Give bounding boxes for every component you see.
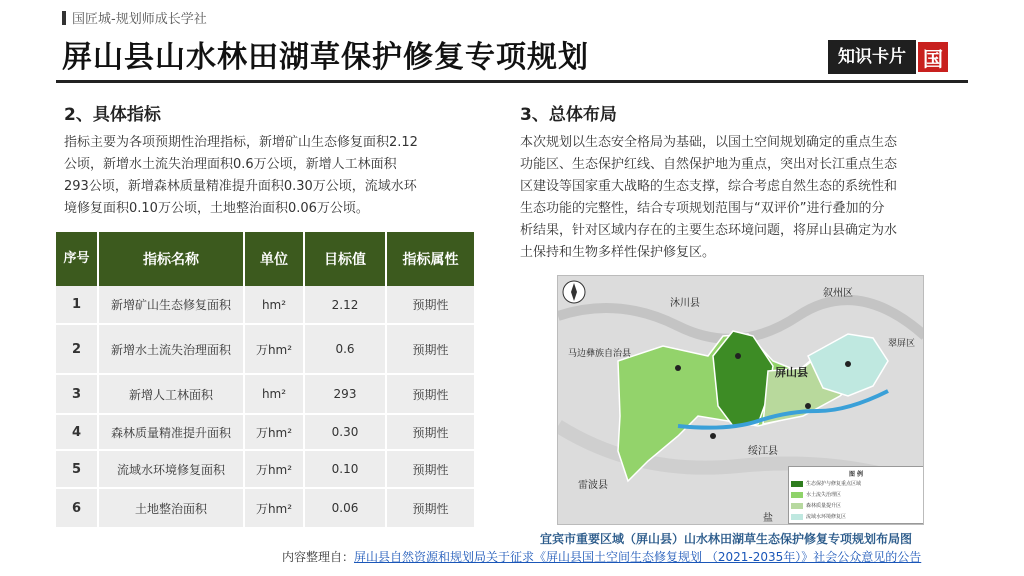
layout-line: 析结果，针对区域内存在的主要生态环境问题，将屏山县确定为水 <box>520 223 898 238</box>
table-cell: 3 <box>56 374 98 414</box>
map-label-cuiping: 翠屏区 <box>888 339 916 349</box>
table-cell: 新增人工林面积 <box>98 374 244 414</box>
legend-item <box>791 478 921 489</box>
table-row <box>56 374 474 414</box>
map-label-leibo: 雷波县 <box>578 480 608 491</box>
layout-line: 功能区、生态保护红线、自然保护地为重点，突出对长江重点生态 <box>520 157 898 172</box>
legend-swatch <box>791 492 803 498</box>
table-cell: 土地整治面积 <box>98 488 244 528</box>
legend-item <box>791 511 921 522</box>
legend-swatch <box>791 481 803 487</box>
table-cell: 293 <box>304 374 386 414</box>
table-row <box>56 414 474 450</box>
table-cell: 预期性 <box>386 488 474 528</box>
table-cell: 0.10 <box>304 450 386 488</box>
indicators-line: 境修复面积0.10万公顷，土地整治面积0.06万公顷。 <box>64 201 369 216</box>
table-cell: 万hm² <box>244 324 304 374</box>
indicators-line: 指标主要为各项预期性治理指标，新增矿山生态修复面积2.12 <box>64 135 418 150</box>
badge-text: 知识卡片 <box>828 40 916 74</box>
table-cell: 森林质量精准提升面积 <box>98 414 244 450</box>
map-town-marker <box>845 361 851 367</box>
header-tag-bar <box>62 11 66 25</box>
table-header-name: 指标名称 <box>98 232 244 286</box>
map-label-xuzhou: 叙州区 <box>823 288 853 299</box>
table-row <box>56 488 474 528</box>
legend-item <box>791 500 921 511</box>
map-label-suijiang: 绥江县 <box>748 446 778 457</box>
table-cell: 新增水土流失治理面积 <box>98 324 244 374</box>
map-label-mabian: 马边彝族自治县 <box>568 349 632 359</box>
indicators-table <box>56 232 474 529</box>
table-cell: 2 <box>56 324 98 374</box>
legend-label: 流域水环境修复区 <box>806 514 847 520</box>
layout-paragraph <box>520 132 970 264</box>
table-row <box>56 324 474 374</box>
map-label-yanjin: 盐 <box>763 513 773 524</box>
source-note <box>282 548 921 565</box>
layout-line: 土保持和生物多样性保护修复区。 <box>520 245 716 260</box>
map-legend <box>788 466 924 524</box>
table-header-index: 序号 <box>56 232 98 286</box>
table-row <box>56 450 474 488</box>
header-tag-text: 国匠城-规划师成长学社 <box>72 12 207 27</box>
legend-label: 森林质量提升区 <box>806 503 842 509</box>
layout-line: 区建设等国家重大战略的生态支撑，综合考虑自然生态的系统性和 <box>520 179 898 194</box>
table-cell: 0.30 <box>304 414 386 450</box>
table-header-target: 目标值 <box>304 232 386 286</box>
indicators-paragraph <box>64 132 484 220</box>
source-link[interactable]: 屏山县自然资源和规划局关于征求《屏山县国土空间生态修复规划 （2021-2035年）》社会公众意见的公告 <box>354 550 922 564</box>
indicators-line: 293公顷，新增森林质量精准提升面积0.30万公顷，流域水环 <box>64 179 417 194</box>
title-underline <box>56 80 968 83</box>
table-cell: 万hm² <box>244 414 304 450</box>
source-label: 内容整理自： <box>282 550 355 564</box>
guojiang-logo: 国 <box>916 40 950 74</box>
page-title: 屏山县山水林田湖草保护修复专项规划 <box>62 40 589 75</box>
layout-line: 本次规划以生态安全格局为基础，以国土空间规划确定的重点生态 <box>520 135 898 150</box>
table-cell: 4 <box>56 414 98 450</box>
legend-title: 图 例 <box>848 471 864 478</box>
map-label-muchuan: 沐川县 <box>670 298 700 309</box>
table-cell: 2.12 <box>304 286 386 324</box>
table-cell: hm² <box>244 374 304 414</box>
map-town-marker <box>805 403 811 409</box>
table-cell: 流域水环境修复面积 <box>98 450 244 488</box>
map-caption: 宜宾市重要区域（屏山县）山水林田湖草生态保护修复专项规划布局图 <box>540 532 913 546</box>
table-cell: 万hm² <box>244 450 304 488</box>
legend-label: 生态保护与修复重点区域 <box>806 481 862 487</box>
layout-map <box>557 275 924 525</box>
knowledge-card-badge <box>828 40 950 74</box>
section-title-layout: 3、总体布局 <box>520 105 617 125</box>
legend-swatch <box>791 503 803 509</box>
legend-label: 水土流失治理区 <box>806 492 842 498</box>
indicators-line: 公顷，新增水土流失治理面积0.6万公顷，新增人工林面积 <box>64 157 397 172</box>
table-cell: 预期性 <box>386 450 474 488</box>
table-cell: 0.06 <box>304 488 386 528</box>
table-header-unit: 单位 <box>244 232 304 286</box>
layout-line: 生态功能的完整性，结合专项规划范围与“双评价”进行叠加的分 <box>520 201 885 216</box>
table-cell: 0.6 <box>304 324 386 374</box>
table-cell: 预期性 <box>386 414 474 450</box>
legend-item <box>791 489 921 500</box>
table-cell: 预期性 <box>386 286 474 324</box>
table-cell: hm² <box>244 286 304 324</box>
section-title-indicators: 2、具体指标 <box>64 105 161 125</box>
map-label-pingshan: 屏山县 <box>775 366 808 379</box>
table-cell: 新增矿山生态修复面积 <box>98 286 244 324</box>
legend-swatch <box>791 514 803 520</box>
table-cell: 预期性 <box>386 324 474 374</box>
table-cell: 5 <box>56 450 98 488</box>
table-header-attribute: 指标属性 <box>386 232 474 286</box>
table-cell: 6 <box>56 488 98 528</box>
map-town-marker <box>675 365 681 371</box>
header-tag <box>62 8 207 27</box>
table-cell: 万hm² <box>244 488 304 528</box>
map-town-marker <box>710 433 716 439</box>
table-row <box>56 286 474 324</box>
table-cell: 1 <box>56 286 98 324</box>
map-town-marker <box>735 353 741 359</box>
table-cell: 预期性 <box>386 374 474 414</box>
